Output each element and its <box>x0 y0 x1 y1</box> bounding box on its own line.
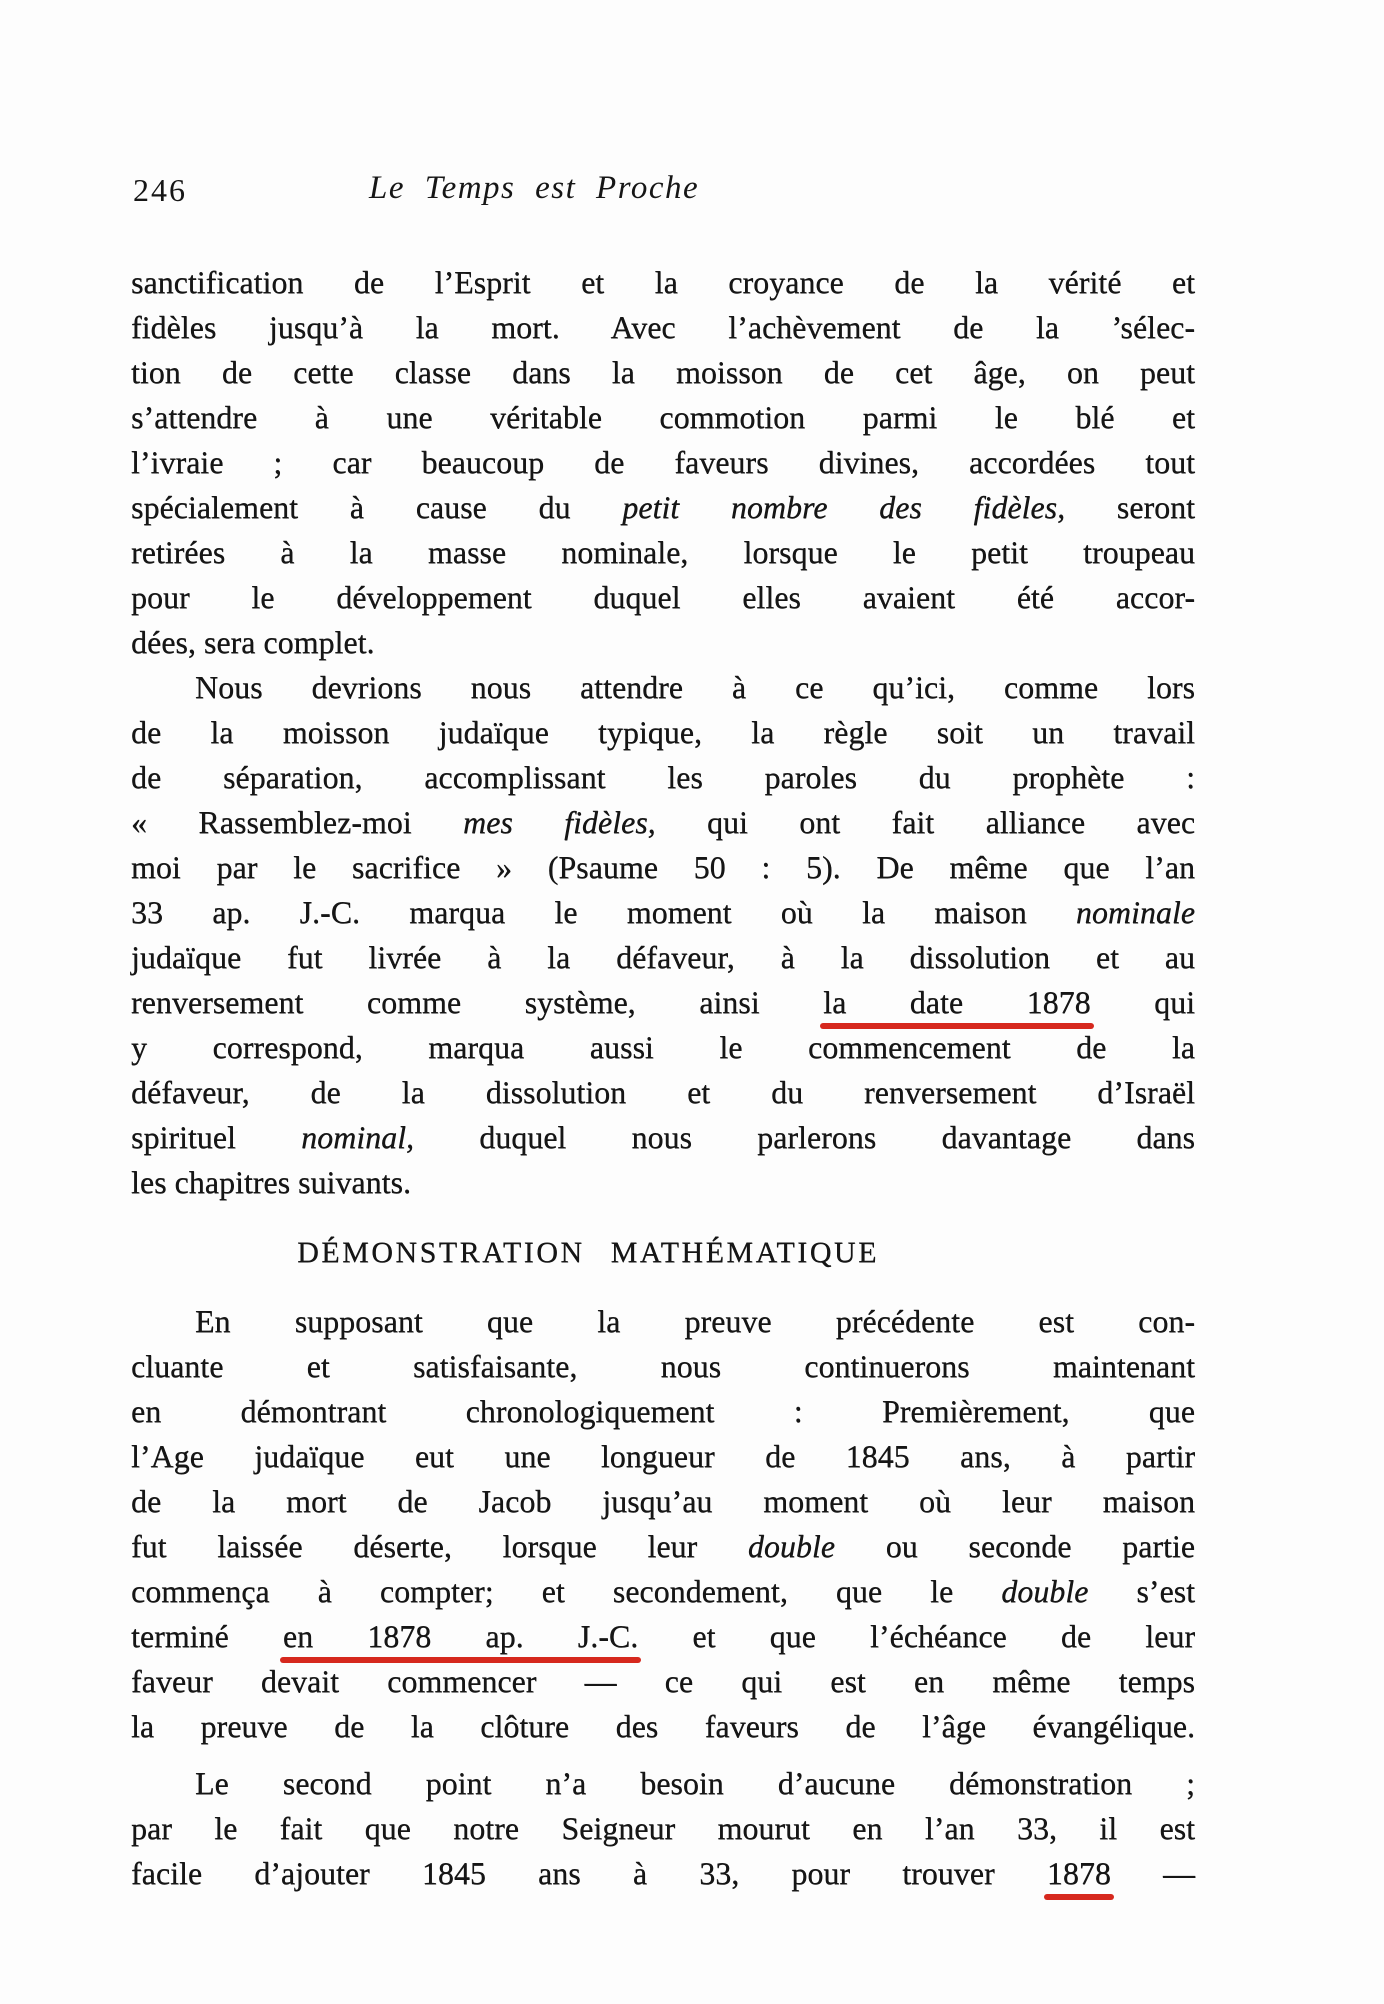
text-segment: qui ont fait alliance avec <box>655 804 1196 840</box>
paragraph <box>131 1299 1195 1749</box>
text-segment: mes fidèles, <box>463 804 656 840</box>
text-segment: seront <box>1065 489 1196 525</box>
text-segment: et que l’échéance de leur <box>638 1618 1196 1654</box>
text-segment: spécialement à cause du <box>131 489 623 525</box>
text-line <box>131 1851 1195 1896</box>
text-segment: l’Age judaïque eut une longueur de 1845 ans, à partir <box>131 1438 1195 1474</box>
text-line <box>131 1025 1195 1070</box>
text-segment: — <box>1110 1855 1196 1891</box>
red-underlined-text: en 1878 ap. J.-C. <box>282 1618 639 1654</box>
text-segment: petit nombre des fidèles, <box>622 489 1066 525</box>
text-segment: double <box>1001 1573 1089 1609</box>
text-segment: double <box>747 1528 835 1564</box>
text-segment: en démontrant chronologiquement : Premièrement, que <box>131 1393 1195 1429</box>
page-number: 246 <box>133 172 187 208</box>
text-segment: les chapitres suivants. <box>131 1164 411 1200</box>
text-line <box>131 1115 1195 1160</box>
running-head <box>131 170 1195 216</box>
text-segment: Le second point n’a besoin d’aucune démonstration ; <box>195 1765 1195 1801</box>
text-segment: l’ivraie ; car beaucoup de faveurs divines, accordées tout <box>131 444 1195 480</box>
text-segment: dées, sera complet. <box>131 624 375 660</box>
text-segment: par le fait que notre Seigneur mourut en l’an 33, il est <box>131 1810 1195 1846</box>
text-segment: nominale <box>1075 894 1195 930</box>
text-segment: de la moisson judaïque typique, la règle soit un travail <box>131 714 1195 750</box>
text-line <box>131 1659 1195 1704</box>
text-segment: renversement comme système, ainsi <box>131 984 824 1020</box>
text-line <box>131 800 1195 845</box>
section-heading: DÉMONSTRATION MATHÉMATIQUE <box>297 1236 879 1269</box>
text-line <box>131 1806 1195 1851</box>
text-line <box>131 1614 1195 1659</box>
paragraphs-bottom <box>131 1299 1195 1896</box>
text-line <box>131 395 1195 440</box>
text-segment: sanctification de l’Esprit et la croyance de la vérité et <box>131 264 1195 300</box>
text-segment: moi par le sacrifice » (Psaume 50 : 5). De même que l’an <box>131 849 1195 885</box>
text-line <box>131 1434 1195 1479</box>
text-line <box>131 755 1195 800</box>
text-line <box>131 440 1195 485</box>
text-segment: « Rassemblez-moi <box>131 804 464 840</box>
text-line <box>131 890 1195 935</box>
text-segment: retirées à la masse nominale, lorsque le petit troupeau <box>131 534 1195 570</box>
paragraphs-top <box>131 260 1195 1205</box>
text-segment: En supposant que la preuve précédente est con- <box>195 1303 1195 1339</box>
text-segment: 33 ap. J.-C. marqua le moment où la maison <box>131 894 1076 930</box>
text-segment: terminé <box>131 1618 283 1654</box>
text-segment: fidèles jusqu’à la mort. Avec l’achèvement de la ’sélec- <box>131 309 1195 345</box>
text-segment: nominal, <box>301 1119 414 1155</box>
text-segment: qui <box>1090 984 1196 1020</box>
text-segment: Nous devrions nous attendre à ce qu’ici, comme lors <box>195 669 1195 705</box>
red-underlined-text: la date 1878 <box>823 984 1091 1020</box>
text-segment: facile d’ajouter 1845 ans à 33, pour trouver <box>131 1855 1047 1891</box>
text-segment: judaïque fut livrée à la défaveur, à la dissolution et au <box>131 939 1195 975</box>
text-line <box>131 1070 1195 1115</box>
text-line <box>131 620 1195 665</box>
text-line <box>131 1761 1195 1806</box>
text-line <box>131 1389 1195 1434</box>
paragraph <box>131 665 1195 1205</box>
text-segment: spirituel <box>131 1119 302 1155</box>
text-segment: ou seconde partie <box>835 1528 1196 1564</box>
text-line <box>131 350 1195 395</box>
text-line <box>131 710 1195 755</box>
text-segment: pour le développement duquel elles avaient été accor- <box>131 579 1195 615</box>
text-segment: de séparation, accomplissant les paroles du prophète : <box>131 759 1195 795</box>
text-column <box>131 0 1195 1896</box>
text-line <box>131 1524 1195 1569</box>
text-line <box>131 1704 1195 1749</box>
red-underlined-text: 1878 <box>1046 1855 1111 1891</box>
paragraph <box>131 260 1195 665</box>
running-title: Le Temps est Proche <box>369 170 700 206</box>
text-segment: défaveur, de la dissolution et du renversement d’Israël <box>131 1074 1195 1110</box>
text-segment: tion de cette classe dans la moisson de cet âge, on peut <box>131 354 1195 390</box>
text-segment: commença à compter; et secondement, que le <box>131 1573 1002 1609</box>
text-line <box>131 1160 1195 1205</box>
text-line <box>131 935 1195 980</box>
text-segment: y correspond, marqua aussi le commencement de la <box>131 1029 1195 1065</box>
text-segment: fut laissée déserte, lorsque leur <box>131 1528 748 1564</box>
text-line <box>131 575 1195 620</box>
text-line <box>131 980 1195 1025</box>
text-segment: s’est <box>1088 1573 1196 1609</box>
text-segment: s’attendre à une véritable commotion parmi le blé et <box>131 399 1195 435</box>
text-segment: cluante et satisfaisante, nous continuerons maintenant <box>131 1348 1195 1384</box>
text-segment: de la mort de Jacob jusqu’au moment où leur maison <box>131 1483 1195 1519</box>
text-line <box>131 485 1195 530</box>
text-line <box>131 1344 1195 1389</box>
text-line <box>131 530 1195 575</box>
text-segment: la preuve de la clôture des faveurs de l’âge évangélique. <box>131 1708 1195 1744</box>
text-line <box>131 1479 1195 1524</box>
text-line <box>131 845 1195 890</box>
text-line <box>131 1299 1195 1344</box>
text-line <box>131 305 1195 350</box>
paragraph <box>131 1761 1195 1896</box>
text-line <box>131 1569 1195 1614</box>
text-line <box>131 665 1195 710</box>
text-segment: faveur devait commencer — ce qui est en même temps <box>131 1663 1195 1699</box>
text-line <box>131 260 1195 305</box>
text-segment: duquel nous parlerons davantage dans <box>413 1119 1196 1155</box>
